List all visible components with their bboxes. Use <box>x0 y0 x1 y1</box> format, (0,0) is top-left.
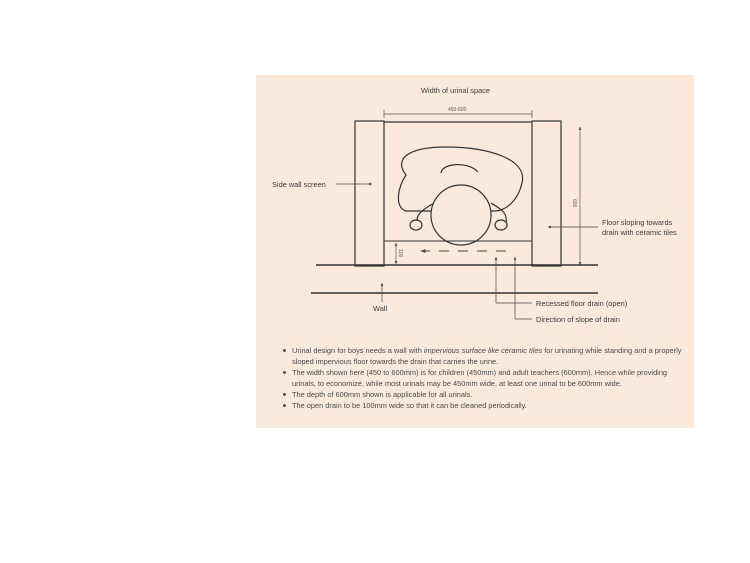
diagram-title: Width of urinal space <box>421 86 491 95</box>
right-side-wall-screen <box>532 121 561 266</box>
urinal-plan-diagram <box>256 75 694 345</box>
recessed-drain-label: Recessed floor drain (open) <box>536 299 628 308</box>
note-item: The width shown here (450 to 600mm) is for children (450mm) and adult teachers (600mm). Hence while providing urinals, to economize, while most urinals may be 450mm wide, at least one urinal to be 600mm wide. <box>278 367 690 389</box>
boy-figure-top-view <box>398 147 522 245</box>
depth-dimension-value: 600 <box>571 199 577 208</box>
wall-label: Wall <box>373 304 388 313</box>
side-wall-screen-label: Side wall screen <box>272 180 326 189</box>
note-item: The depth of 600mm shown is applicable for all urinals. <box>278 389 690 400</box>
note-item: Urinal design for boys needs a wall with impervious surface like ceramic tiles for urinating while standing and a properly sloped impervious floor towards the drain that carries the urine. <box>278 345 690 367</box>
scanned-page <box>256 75 694 428</box>
drain-width-value: 100 <box>397 249 403 258</box>
slope-direction-label: Direction of slope of drain <box>536 315 620 324</box>
design-notes-list <box>278 345 690 411</box>
width-dimension-value: 450-600 <box>448 107 467 113</box>
floor-sloping-label: Floor sloping towards drain with ceramic tiles <box>602 218 677 237</box>
left-side-wall-screen <box>355 121 384 266</box>
note-item: The open drain to be 100mm wide so that it can be cleaned periodically. <box>278 400 690 411</box>
